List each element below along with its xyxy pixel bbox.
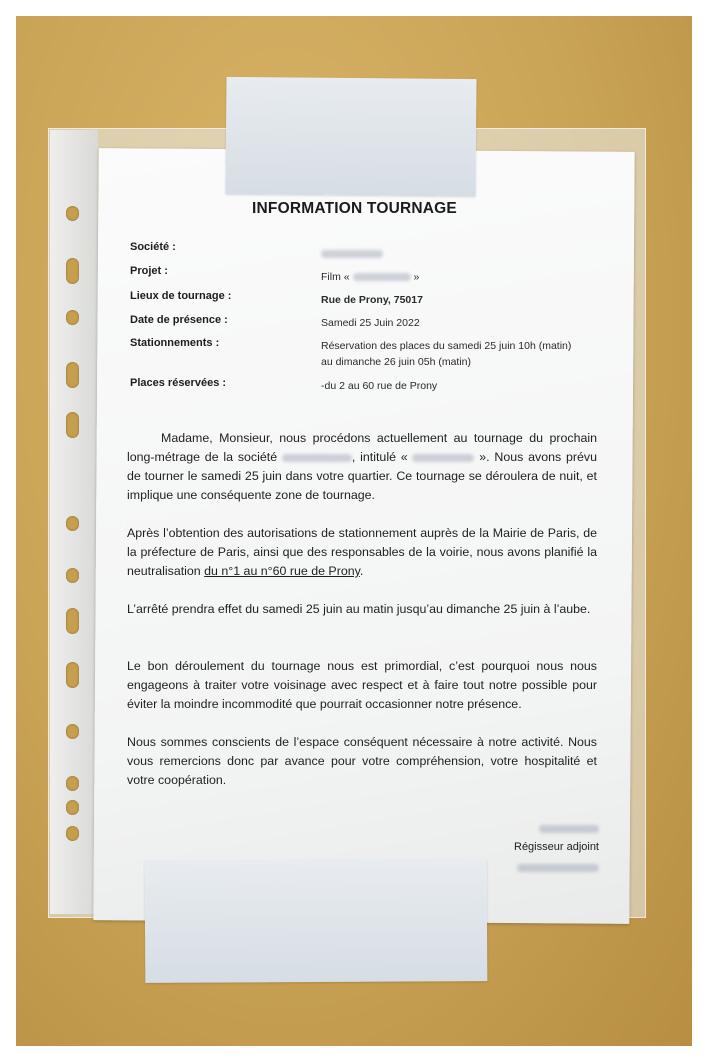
field-value-societe-redacted xyxy=(321,247,383,262)
field-label-lieux: Lieux de tournage : xyxy=(130,290,232,302)
punch-hole xyxy=(66,516,79,531)
punch-hole xyxy=(66,412,79,438)
punch-hole xyxy=(66,608,79,634)
field-value-date: Samedi 25 Juin 2022 xyxy=(321,317,420,329)
field-label-date: Date de présence : xyxy=(130,314,228,326)
punch-hole xyxy=(66,724,79,739)
punch-hole xyxy=(66,800,79,815)
field-label-projet: Projet : xyxy=(130,265,168,277)
punch-hole xyxy=(66,258,79,284)
paragraph-arrete: L’arrêté prendra effet du samedi 25 juin au matin jusqu’au dimanche 25 juin à l’aube. xyxy=(127,602,591,616)
field-label-places: Places réservées : xyxy=(130,377,227,389)
punch-hole xyxy=(66,776,79,791)
punch-hole xyxy=(66,662,79,688)
signature-contact-redacted xyxy=(517,862,599,874)
punch-hole xyxy=(66,362,79,388)
notice-title: INFORMATION TOURNAGE xyxy=(252,200,457,217)
neutralised-range: du n°1 au n°60 rue de Prony xyxy=(204,564,360,578)
field-value-lieux: Rue de Prony, 75017 xyxy=(321,294,423,306)
paragraph-thanks: Nous sommes conscients de l’espace conséquent nécessaire à notre activité. Nous vous remercions donc par avance pour votre compréhension, votre hospitalité et votre coopération. xyxy=(127,735,597,787)
field-value-places: -du 2 au 60 rue de Prony xyxy=(321,380,438,392)
field-value-stationnements-line2: au dimanche 26 juin 05h (matin) xyxy=(321,356,472,368)
punch-hole xyxy=(66,568,79,583)
paragraph-commitment: Le bon déroulement du tournage nous est primordial, c’est pourquoi nous nous engageons à traiter votre voisinage avec respect et à faire tout notre possible pour éviter la moindre incommodité que pourrait occasionner notre présence. xyxy=(127,659,597,711)
signature-name-redacted xyxy=(539,823,599,835)
paragraph-authorizations: Après l’obtention des autorisations de stationnement auprès de la Mairie de Paris, de la préfecture de Paris, ainsi que des responsables de la voirie, nous avons planifié la neutralisation du n°1 au n°60 rue de Prony. xyxy=(127,526,597,578)
field-value-projet: Film « » xyxy=(321,271,420,283)
tape-bottom xyxy=(145,859,488,983)
tape-top xyxy=(225,77,476,196)
signature-role: Régisseur adjoint xyxy=(514,841,599,853)
field-label-societe: Société : xyxy=(130,241,176,253)
paragraph-intro: Madame, Monsieur, nous procédons actuellement au tournage du prochain long-métrage de la société , intitulé « ». Nous avons prévu de tourner le samedi 25 juin dans votre quartier. Ce tournage se déroulera de nuit, et implique une conséquente zone de tournage. xyxy=(127,431,597,502)
punch-hole xyxy=(66,826,79,841)
punch-hole xyxy=(66,310,79,325)
field-label-stationnements: Stationnements : xyxy=(130,337,220,349)
field-value-stationnements-line1: Réservation des places du samedi 25 juin 10h (matin) xyxy=(321,340,572,352)
